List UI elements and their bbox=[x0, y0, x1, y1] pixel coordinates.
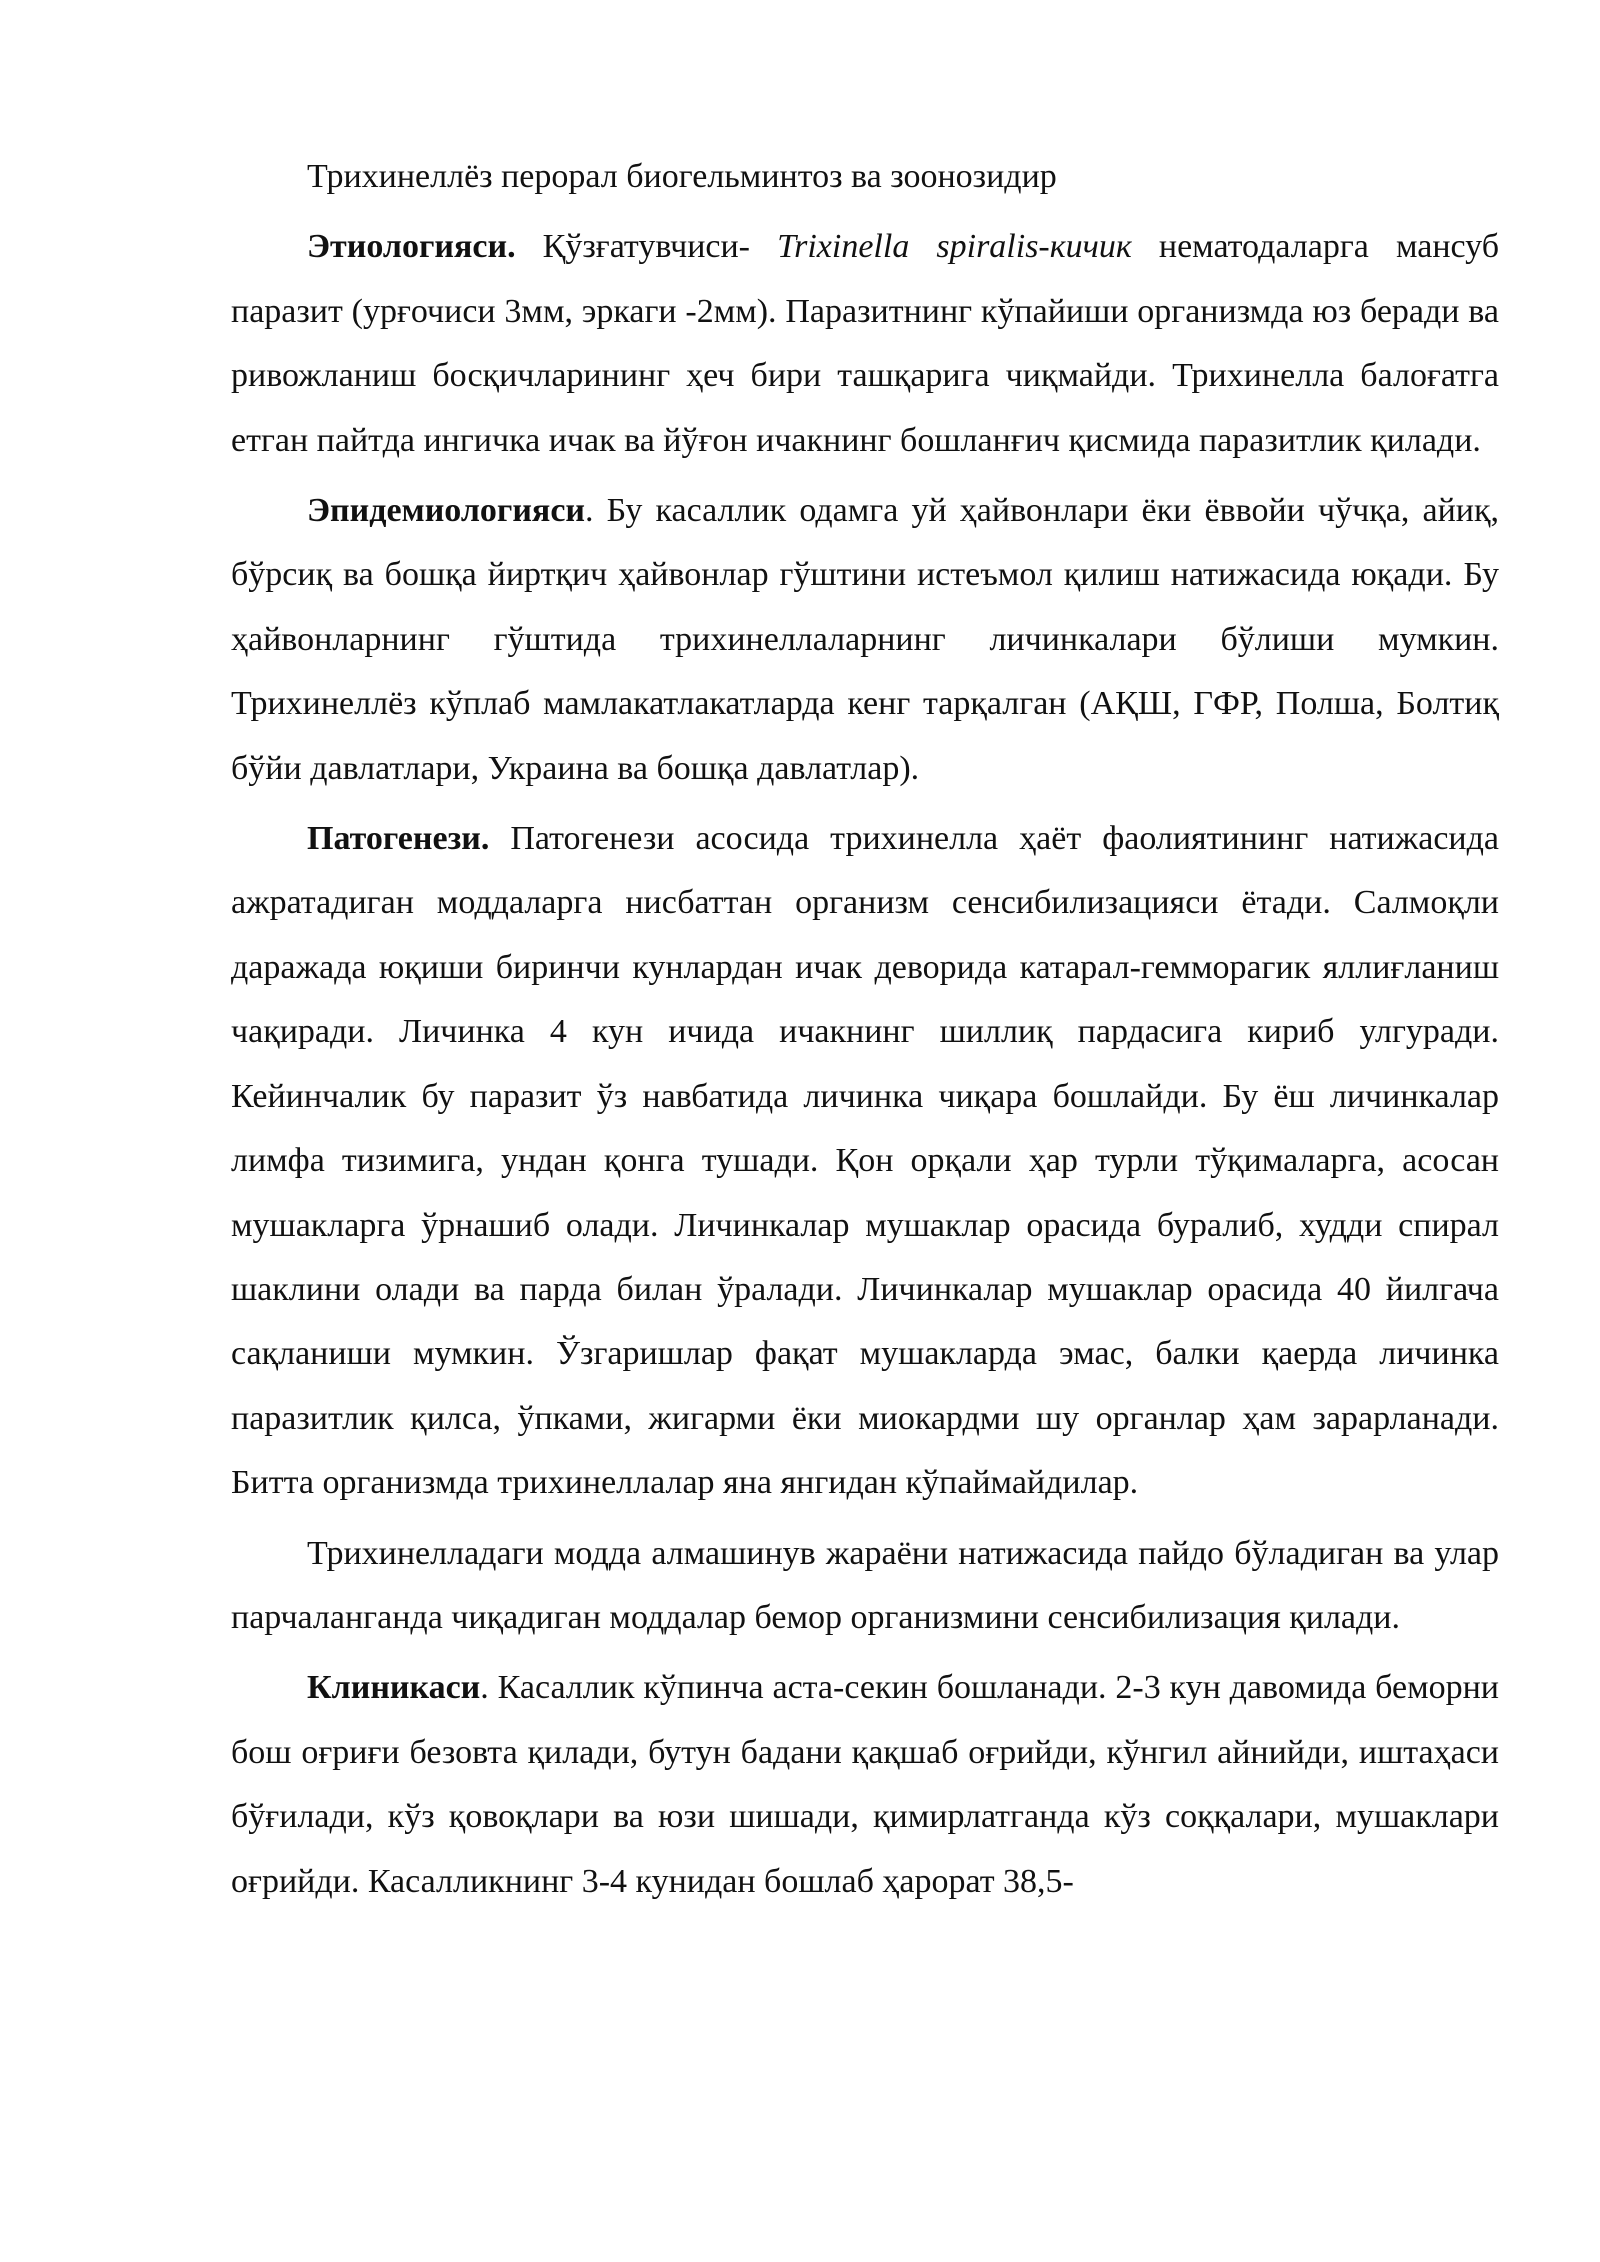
etiology-body: нематодаларга мансуб паразит (урғочиси 3мм, эркаги -2мм). Паразитнинг кўпайиши организмда юз беради ва ривожланиш босқичларининг ҳеч бири ташқарига чиқмайди. Трихинелла балоғатга етган пайтда ингичка ичак ва йўғон ичакнинг бошланғич қисмида паразитлик қилади. bbox=[231, 228, 1500, 459]
etiology-latin-name: Trixinella spiralis-кичик bbox=[777, 228, 1132, 266]
etiology-heading: Этиологияси. bbox=[307, 228, 516, 266]
epidemiology-paragraph bbox=[231, 479, 1499, 801]
etiology-paragraph bbox=[231, 215, 1499, 473]
clinic-heading: Клиникаси bbox=[307, 1669, 481, 1707]
clinic-paragraph bbox=[231, 1656, 1499, 1914]
pathogenesis-paragraph bbox=[231, 807, 1499, 1515]
document-title: Трихинеллёз перорал биогельминтоз ва зоонозидир bbox=[307, 158, 1057, 195]
clinic-body: . Касаллик кўпинча аста-секин бошланади. 2-3 кун давомида беморни бош оғриғи безовта қилади, бутун бадани қақшаб оғрийди, кўнгил айнийди, иштаҳаси бўғилади, кўз қовоқлари ва юзи шишади, қимирлатганда кўз соққалари, мушаклари оғрийди. Касалликнинг 3-4 кунидан бошлаб ҳарорат 38,5- bbox=[231, 1669, 1499, 1900]
document-body bbox=[231, 145, 1499, 1914]
epidemiology-heading: Эпидемиологияси bbox=[307, 492, 586, 530]
metabolism-paragraph: Трихинелладаги модда алмашинув жараёни натижасида пайдо бўладиган ва улар парчаланганда чиқадиган моддалар бемор организмини сенсибилизация қилади. bbox=[231, 1534, 1499, 1636]
pathogenesis-heading: Патогенези. bbox=[307, 820, 490, 858]
pathogenesis-body: Патогенези асосида трихинелла ҳаёт фаолиятининг натижасида ажратадиган моддаларга нисбаттан организм сенсибилизацияси ётади. Салмоқли даражада юқиши биринчи кунлардан ичак деворида катарал-гемморагик яллиғланиш чақиради. Личинка 4 кун ичида ичакнинг шиллиқ пардасига кириб улгуради. Кейинчалик бу паразит ўз навбатида личинка чиқара бошлайди. Бу ёш личинкалар лимфа тизимига, ундан қонга тушади. Қон орқали ҳар турли тўқималарга, асосан мушакларга ўрнашиб олади. Личинкалар мушаклар орасида буралиб, худди спирал шаклини олади ва парда билан ўралади. Личинкалар мушаклар орасида 40 йилгача сақланиши мумкин. Ўзгаришлар фақат мушакларда эмас, балки қаерда личинка паразитлик қилса, ўпками, жигарми ёки миокардми шу органлар ҳам зарарланади. Битта организмда трихинеллалар яна янгидан кўпаймайдилар. bbox=[231, 820, 1499, 1502]
epidemiology-body: . Бу касаллик одамга уй ҳайвонлари ёки ёввойи чўчқа, айиқ, бўрсиқ ва бошқа йиртқич ҳайвонлар гўштини истеъмол қилиш натижасида юқади. Бу ҳайвонларнинг гўштида трихинеллаларнинг личинкалари бўлиши мумкин. Трихинеллёз кўплаб мамлакатлакатларда кенг тарқалган (АҚШ, ГФР, Полша, Болтиқ бўйи давлатлари, Украина ва бошқа давлатлар). bbox=[231, 492, 1499, 787]
etiology-lead: Қўзғатувчиси- bbox=[515, 228, 778, 266]
